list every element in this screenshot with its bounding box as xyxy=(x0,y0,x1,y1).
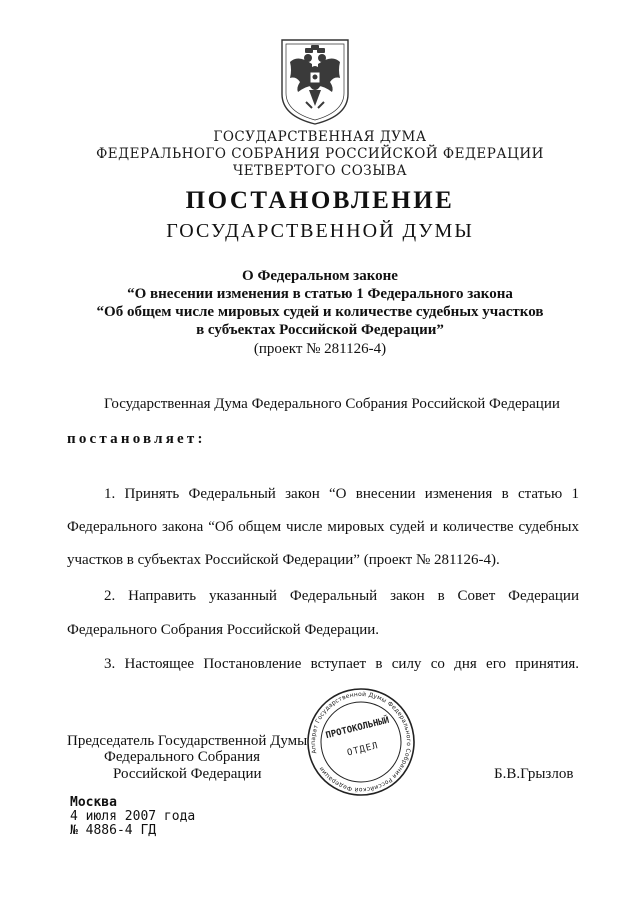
project-number: (проект № 281126-4) xyxy=(253,341,387,357)
document-subtitle: ГОСУДАРСТВЕННОЙ ДУМЫ xyxy=(166,220,474,242)
signatory-name: Б.В.Грызлов xyxy=(494,766,574,782)
stamp-ring-text: Аппарат Государственной Думы Федерального Собрания Российской Федерации xyxy=(309,690,413,794)
footer-city: Москва xyxy=(70,795,117,810)
item-3-line-1: 3. Настоящее Постановление вступает в силу со дня его принятия. xyxy=(104,656,579,672)
subject-line-4: в субъектах Российской Федерации” xyxy=(196,322,444,338)
document-title: ПОСТАНОВЛЕНИЕ xyxy=(185,187,455,214)
russian-coat-of-arms-icon xyxy=(276,36,354,128)
item-1-line-2: Федерального закона “Об общем числе мировых судей и количестве судебных xyxy=(67,519,579,535)
item-1-line-1: 1. Принять Федеральный закон “О внесении изменения в статью 1 xyxy=(104,486,579,502)
official-stamp-seal xyxy=(305,686,417,798)
footer-number: № 4886-4 ГД xyxy=(70,823,157,838)
item-1-line-3: участков в субъектах Российской Федерации” (проект № 281126-4). xyxy=(67,552,500,568)
signatory-position-line-3: Российской Федерации xyxy=(113,766,262,782)
org-line-2: ФЕДЕРАЛЬНОГО СОБРАНИЯ РОССИЙСКОЙ ФЕДЕРАЦИИ xyxy=(96,146,544,162)
footer-date: 4 июля 2007 года xyxy=(70,809,196,824)
stamp-top-text: ПРОТОКОЛЬНЫЙ xyxy=(324,715,391,742)
item-2-line-1: 2. Направить указанный Федеральный закон в Совет Федерации xyxy=(104,588,579,604)
org-line-1: ГОСУДАРСТВЕННАЯ ДУМА xyxy=(213,129,427,145)
org-line-3: ЧЕТВЕРТОГО СОЗЫВА xyxy=(232,163,408,179)
svg-text:Аппарат Государственной Думы Ф xyxy=(305,686,417,798)
signatory-position-line-1: Председатель Государственной Думы xyxy=(67,733,308,749)
item-2-line-2: Федерального Собрания Российской Федерации. xyxy=(67,622,380,638)
subject-line-3: “Об общем числе мировых судей и количестве судебных участков xyxy=(96,304,544,320)
subject-line-2: “О внесении изменения в статью 1 Федерального закона xyxy=(127,286,513,302)
subject-line-1: О Федеральном законе xyxy=(242,268,398,284)
stamp-center-text: ОТДЕЛ xyxy=(346,741,380,759)
signatory-position-line-2: Федерального Собрания xyxy=(104,749,261,765)
intro-text: Государственная Дума Федерального Собрания Российской Федерации xyxy=(104,396,560,412)
decides-word: постановляет: xyxy=(67,431,206,447)
